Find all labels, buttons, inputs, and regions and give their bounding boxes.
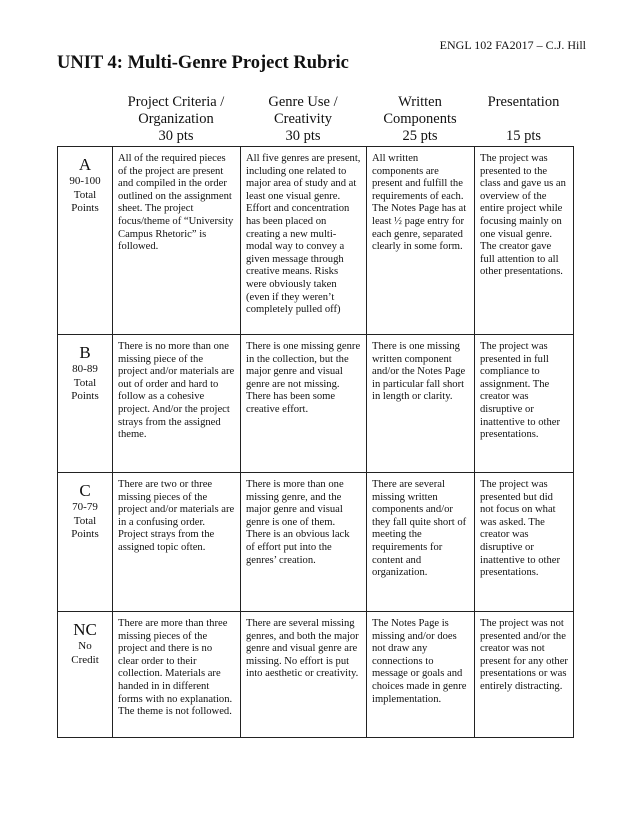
rubric-table <box>57 146 574 738</box>
column-header-line2: Organization <box>138 111 214 127</box>
grade-range: 70-79 <box>72 501 98 513</box>
grade-letter: A <box>78 155 92 174</box>
grade-label: Points <box>71 528 99 540</box>
table-row-nc <box>58 612 574 738</box>
column-header-creativity <box>240 94 366 145</box>
grade-label: Total <box>73 376 97 389</box>
criteria-cell: All written components are present and fulfill the requirements of each. The Notes Page has at least ½ page entry for each genre, separated clearly in some form. <box>367 147 475 335</box>
grade-letter: C <box>79 481 91 500</box>
column-header-presentation <box>474 94 573 145</box>
column-header-points: 30 pts <box>158 128 194 144</box>
column-header-line2: Components <box>383 111 457 127</box>
grade-label: Total <box>73 188 97 201</box>
criteria-cell: There are more than three missing pieces of the project and there is no clear order to their collection. Materials are handed in in different forms with no explanation. The theme is not followed. <box>113 612 241 738</box>
grade-range: 80-89 <box>72 363 98 375</box>
criteria-cell: There is one missing written component and/or the Notes Page in particular fall short in length or clarity. <box>367 335 475 473</box>
column-header-line1: Written <box>398 94 442 110</box>
table-row-a <box>58 147 574 335</box>
grade-cell <box>58 612 113 738</box>
criteria-cell: There is more than one missing genre, and the major genre and visual genre is one of them. There is an obvious lack of effort put into the genres’ creation. <box>241 473 367 612</box>
grade-label: Credit <box>71 653 99 666</box>
grade-cell <box>58 473 113 612</box>
criteria-cell: The Notes Page is missing and/or does not draw any connections to message or goals and choices made in genre implementation. <box>367 612 475 738</box>
criteria-cell: There are two or three missing pieces of the project and/or materials are in a confusing order. Project strays from the assigned topic often. <box>113 473 241 612</box>
grade-range: No <box>78 640 92 652</box>
grade-label: Points <box>71 202 99 214</box>
table-row-c <box>58 473 574 612</box>
column-header-points: 30 pts <box>285 128 321 144</box>
criteria-cell: There is no more than one missing piece of the project and/or materials are out of order and hard to follow as a cohesive project. And/or the project strays from the assigned theme. <box>113 335 241 473</box>
column-header-written <box>366 94 474 145</box>
grade-letter: NC <box>73 620 97 639</box>
grade-label: Total <box>73 514 97 527</box>
course-info: ENGL 102 FA2017 – C.J. Hill <box>439 38 586 52</box>
criteria-cell: There are several missing written components and/or they fall quite short of meeting the requirements for content and organization. <box>367 473 475 612</box>
grade-letter: B <box>79 343 91 362</box>
grade-label: Points <box>71 390 99 402</box>
criteria-cell: There is one missing genre in the collection, but the major genre and visual genre are not missing. There has been some creative effort. <box>241 335 367 473</box>
column-header-line1: Presentation <box>487 94 560 110</box>
column-header-points: 25 pts <box>402 128 438 144</box>
criteria-cell: The project was presented in full compliance to assignment. The creator was disruptive or inattentive to other presentations. <box>475 335 574 473</box>
criteria-cell: The project was not presented and/or the creator was not present for any other presentations or was entirely distracting. <box>475 612 574 738</box>
column-header-organization <box>112 94 240 145</box>
column-header-line1: Genre Use / <box>268 94 338 110</box>
grade-cell <box>58 147 113 335</box>
column-header-line2 <box>474 111 573 128</box>
criteria-cell: The project was presented to the class and gave us an overview of the entire project while focusing mainly on one visual genre. The creator gave full attention to all other presentations. <box>475 147 574 335</box>
column-header-line2: Creativity <box>274 111 332 127</box>
criteria-cell: All of the required pieces of the project are present and compiled in the order outlined on the assignment sheet. The project focus/theme of “University Campus Rhetoric” is followed. <box>113 147 241 335</box>
table-row-b <box>58 335 574 473</box>
criteria-cell: The project was presented but did not focus on what was asked. The creator was disruptive or inattentive to other presentations. <box>475 473 574 612</box>
page-title: UNIT 4: Multi-Genre Project Rubric <box>57 53 349 73</box>
grade-range: 90-100 <box>69 175 101 187</box>
criteria-cell: There are several missing genres, and both the major genre and visual genre are missing. No effort is put into aesthetic or creativity. <box>241 612 367 738</box>
column-header-line1: Project Criteria / <box>127 94 225 110</box>
column-header-points: 15 pts <box>505 128 542 144</box>
grade-cell <box>58 335 113 473</box>
criteria-cell: All five genres are present, including one related to major area of study and at least one visual genre. Effort and concentration has been placed on creating a new multi-modal way to convey a given message through creative means. Risks were obviously taken (even if they weren’t completely pulled off) <box>241 147 367 335</box>
